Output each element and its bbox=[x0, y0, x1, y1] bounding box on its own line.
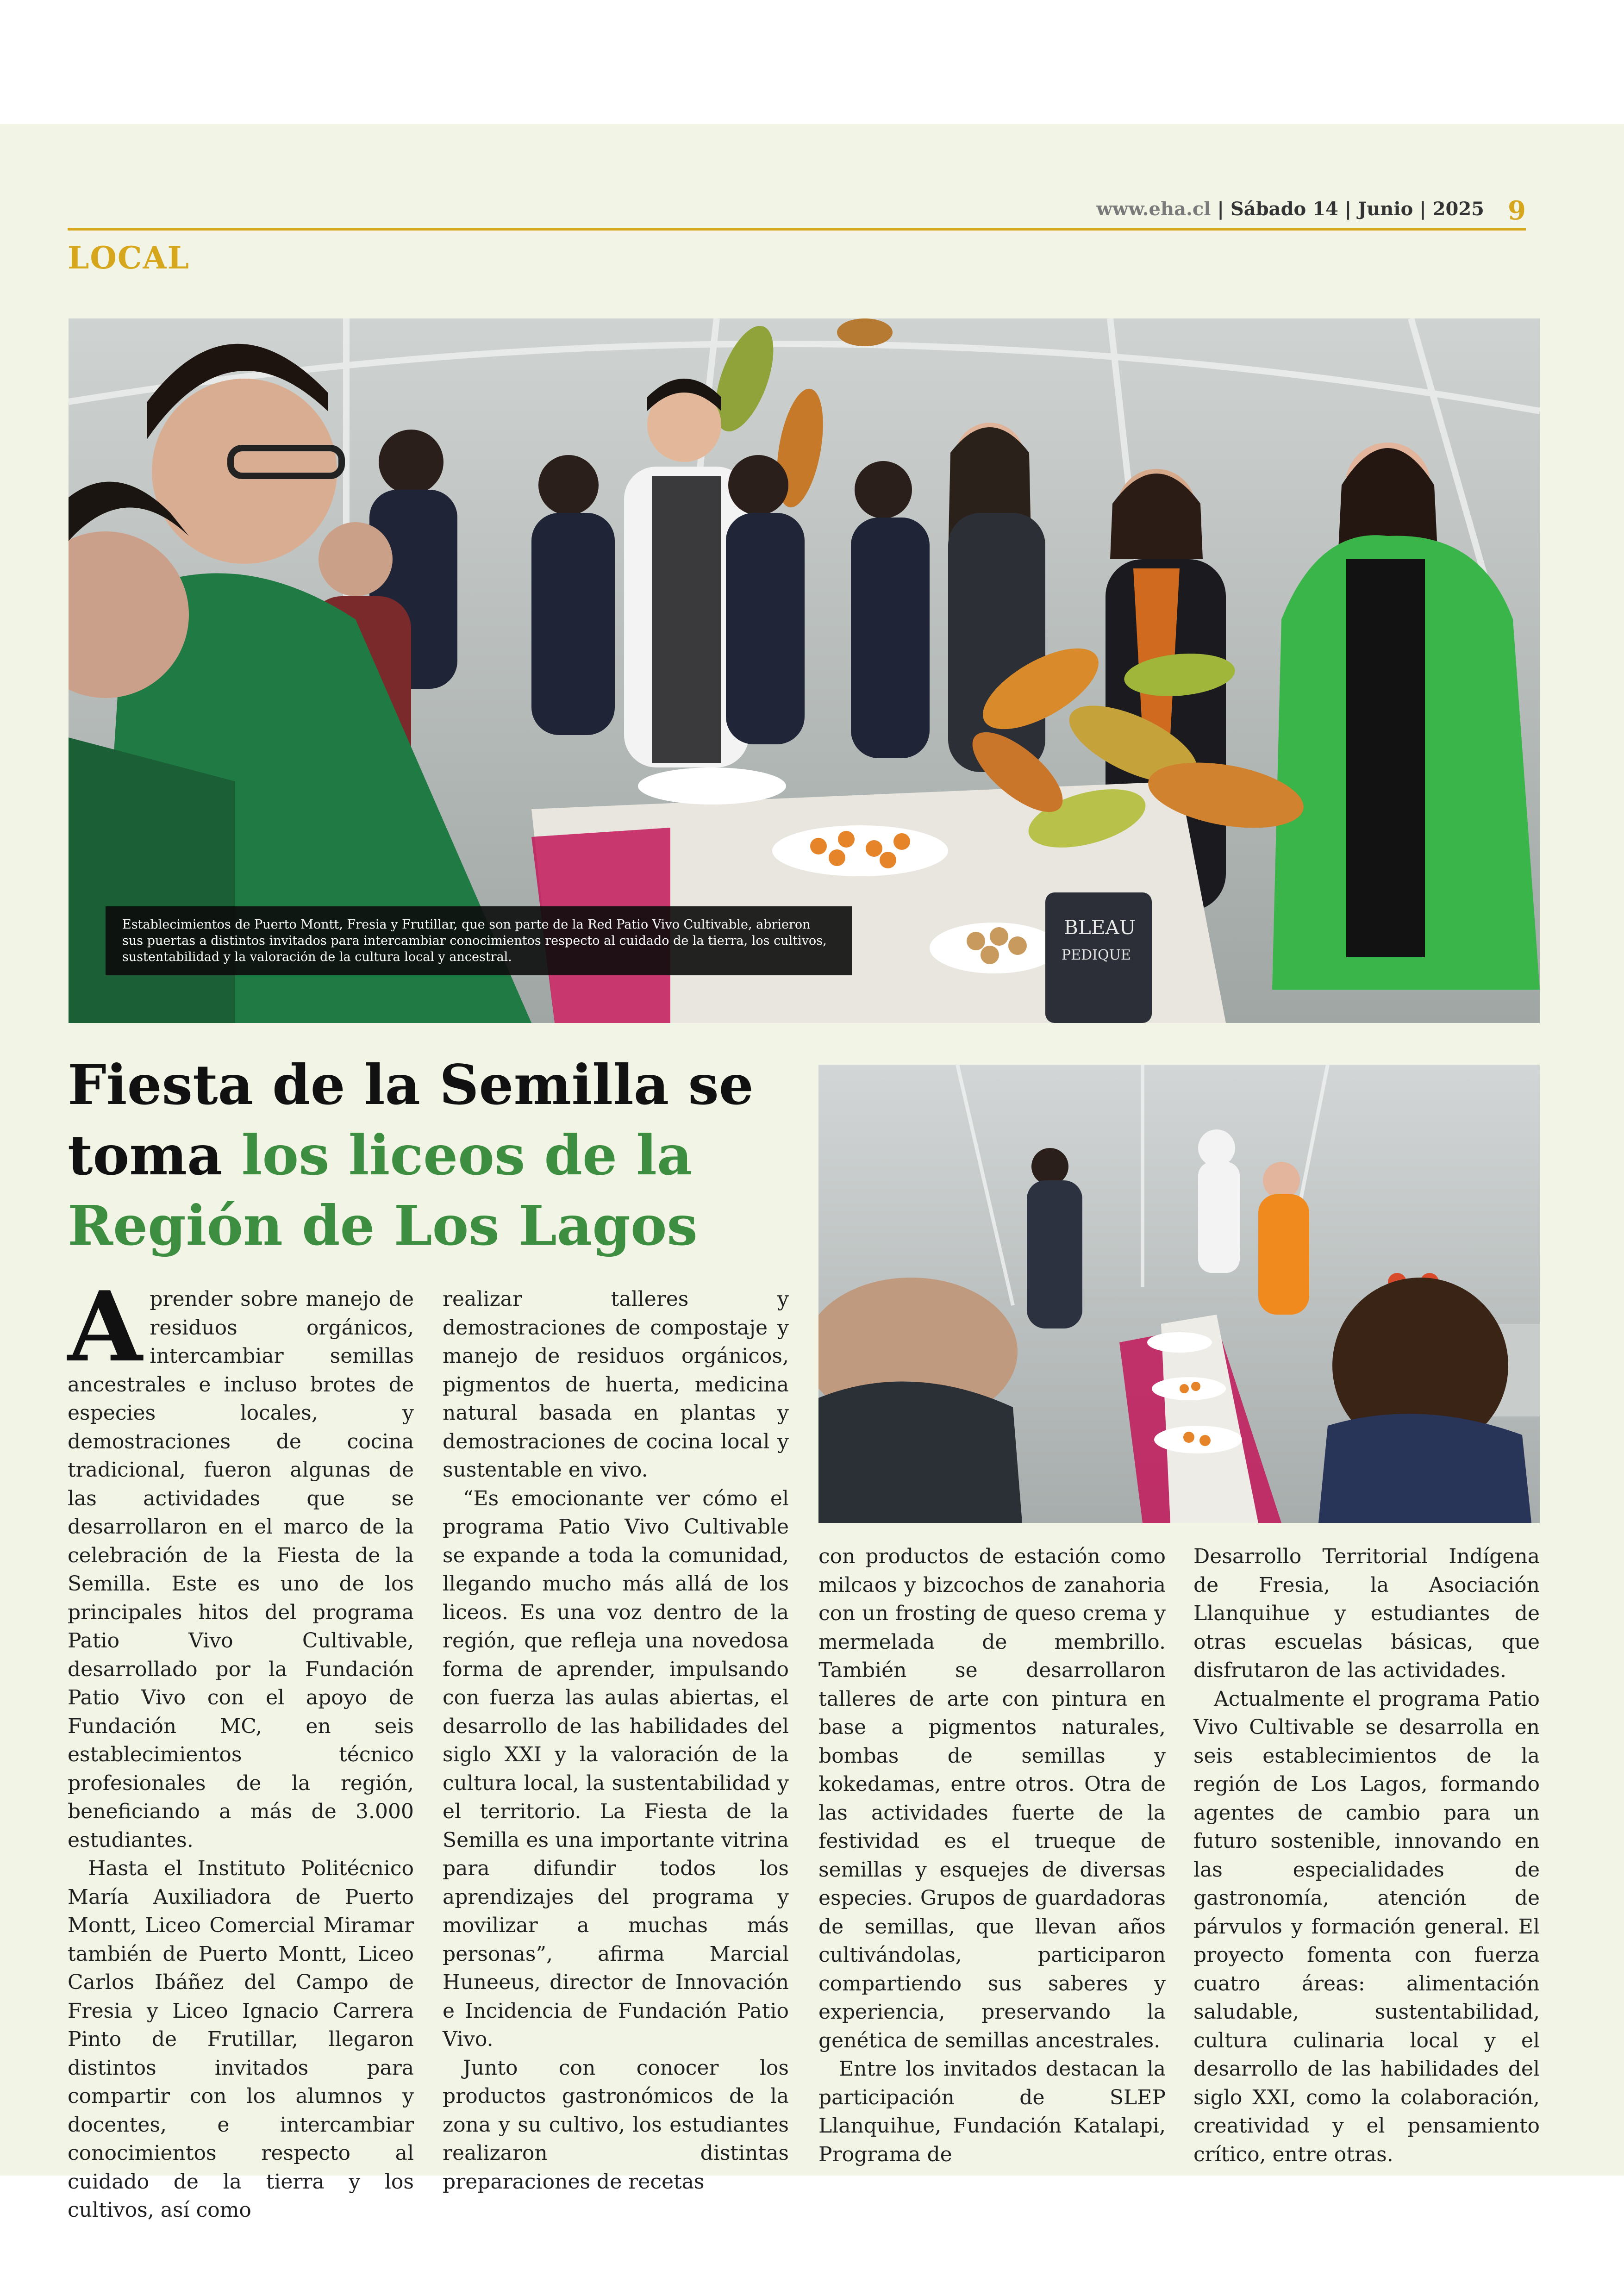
col3-paragraph-2: Entre los invitados destacan la participación de SLEP Llanquihue, Fundación Katalapi, Programa de bbox=[818, 2057, 1166, 2166]
section-label: LOCAL bbox=[68, 240, 190, 276]
jar-label-1: BLEAU bbox=[1064, 916, 1136, 939]
col1-paragraph-1 bbox=[68, 1271, 414, 1854]
secondary-photo bbox=[818, 1065, 1540, 1523]
newspaper-page bbox=[0, 124, 1624, 2222]
headline-part-2: los liceos de la Región de Los Lagos bbox=[68, 1123, 698, 1258]
article-column-3 bbox=[818, 1542, 1166, 2169]
header-meta bbox=[1096, 198, 1484, 220]
col2-paragraph-3: Junto con conocer los productos gastronómicos de la zona y su cultivo, los estudiantes realizaron distintas preparaciones de recetas bbox=[443, 2056, 789, 2194]
header-day-label: Sábado bbox=[1230, 198, 1306, 220]
page-header bbox=[68, 195, 1526, 226]
article-column-1 bbox=[68, 1271, 414, 2225]
headline-part-1: Fiesta de la Semilla se toma bbox=[68, 1053, 754, 1187]
article-headline bbox=[68, 1050, 790, 1261]
col1-paragraph-2: Hasta el Instituto Politécnico María Auxiliadora de Puerto Montt, Liceo Comercial Miramar también de Puerto Montt, Liceo Carlos Ibáñez del Campo de Fresia y Liceo Ignacio Carrera Pinto de Frutillar, llegaron distintos invitados para compartir con los alumnos y docentes, e intercambiar conocimientos respecto al cuidado de la tierra y los cultivos, así como bbox=[68, 1857, 414, 2222]
header-sep-3: | bbox=[1419, 198, 1433, 220]
header-month: Junio bbox=[1358, 198, 1413, 220]
jar-label-2: PEDIQUE bbox=[1062, 947, 1131, 963]
header-year: 2025 bbox=[1432, 198, 1484, 220]
header-site: www.eha.cl bbox=[1096, 198, 1211, 220]
header-rule bbox=[68, 228, 1526, 231]
main-photo-caption: Establecimientos de Puerto Montt, Fresia y Frutillar, que son parte de la Red Patio Vivo Cultivable, abrieron sus puertas a distintos invitados para intercambiar conocimientos respecto al cuidado de la tierra, los cultivos, sustentabilidad y la valoración de la cultura local y ancestral. bbox=[106, 906, 852, 975]
secondary-photo-illustration bbox=[818, 1065, 1540, 1523]
col4-paragraph-2: Actualmente el programa Patio Vivo Cultivable se desarrolla en seis establecimientos de la región de Los Lagos, formando agentes de cambio para un futuro sostenible, innovando en las especialidades de gastronomía, atención de párvulos y formación general. El proyecto fomenta con fuerza cuatro áreas: alimentación saludable, sustentabilidad, cultura culinaria local y el desarrollo de las habilidades del siglo XXI, como la colaboración, creatividad y el pensamiento crítico, entre otras. bbox=[1193, 1687, 1540, 2166]
article-column-2 bbox=[443, 1285, 789, 2196]
header-sep-2: | bbox=[1344, 198, 1352, 220]
col2-paragraph-2: “Es emocionante ver cómo el programa Patio Vivo Cultivable se expande a toda la comunidad, llegando mucho más allá de los liceos. Es una voz dentro de la región, que refleja una novedosa forma de aprender, impulsando con fuerza las aulas abiertas, el desarrollo de las habilidades del siglo XXI y la valoración de la cultura local, la sustentabilidad y el territorio. La Fiesta de la Semilla es una importante vitrina para difundir todos los aprendizajes del programa y movilizar a muchas más personas”, afirma Marcial Huneeus, director de Innovación e Incidencia de Fundación Patio Vivo. bbox=[443, 1486, 789, 2051]
col1-paragraph-1-text: prender sobre manejo de residuos orgánicos, intercambiar semillas ancestrales e incluso brotes de especies locales, y demostraciones de cocina tradicional, fueron algunas de las actividades que se desarrollaron en el marco de la celebración de la Fiesta de la Semilla. Este es uno de los principales hitos del programa Patio Vivo Cultivable, desarrollado por la Fundación Patio Vivo con el apoyo de Fundación MC, en seis establecimientos técnico profesionales de la región, beneficiando a más de 3.000 estudiantes. bbox=[68, 1287, 414, 1852]
article-column-4 bbox=[1193, 1542, 1540, 2169]
drop-cap: A bbox=[68, 1271, 143, 1384]
header-sep-1: | bbox=[1217, 198, 1230, 220]
col3-paragraph-1: con productos de estación como milcaos y bizcochos de zanahoria con un frosting de queso crema y mermelada de membrillo. También se desarrollaron talleres de arte con pintura en base a pigmentos naturales, bombas de semillas y kokedamas, entre otros. Otra de las actividades fuerte de la festividad es el trueque de semillas y esquejes de diversas especies. Grupos de guardadoras de semillas, que llevan años cultivándolas, participaron compartiendo sus saberes y experiencia, preservando la genética de semillas ancestrales. bbox=[818, 1545, 1166, 2052]
page-number: 9 bbox=[1508, 195, 1526, 226]
main-photo bbox=[69, 318, 1540, 1023]
header-day-number: 14 bbox=[1312, 198, 1338, 220]
col4-paragraph-1: Desarrollo Territorial Indígena de Fresia, la Asociación Llanquihue y estudiantes de otras escuelas básicas, que disfrutaron de las actividades. bbox=[1193, 1545, 1540, 1682]
col2-paragraph-1: realizar talleres y demostraciones de compostaje y manejo de residuos orgánicos, pigmentos de huerta, medicina natural basada en plantas y demostraciones de cocina local y sustentable en vivo. bbox=[443, 1287, 789, 1482]
